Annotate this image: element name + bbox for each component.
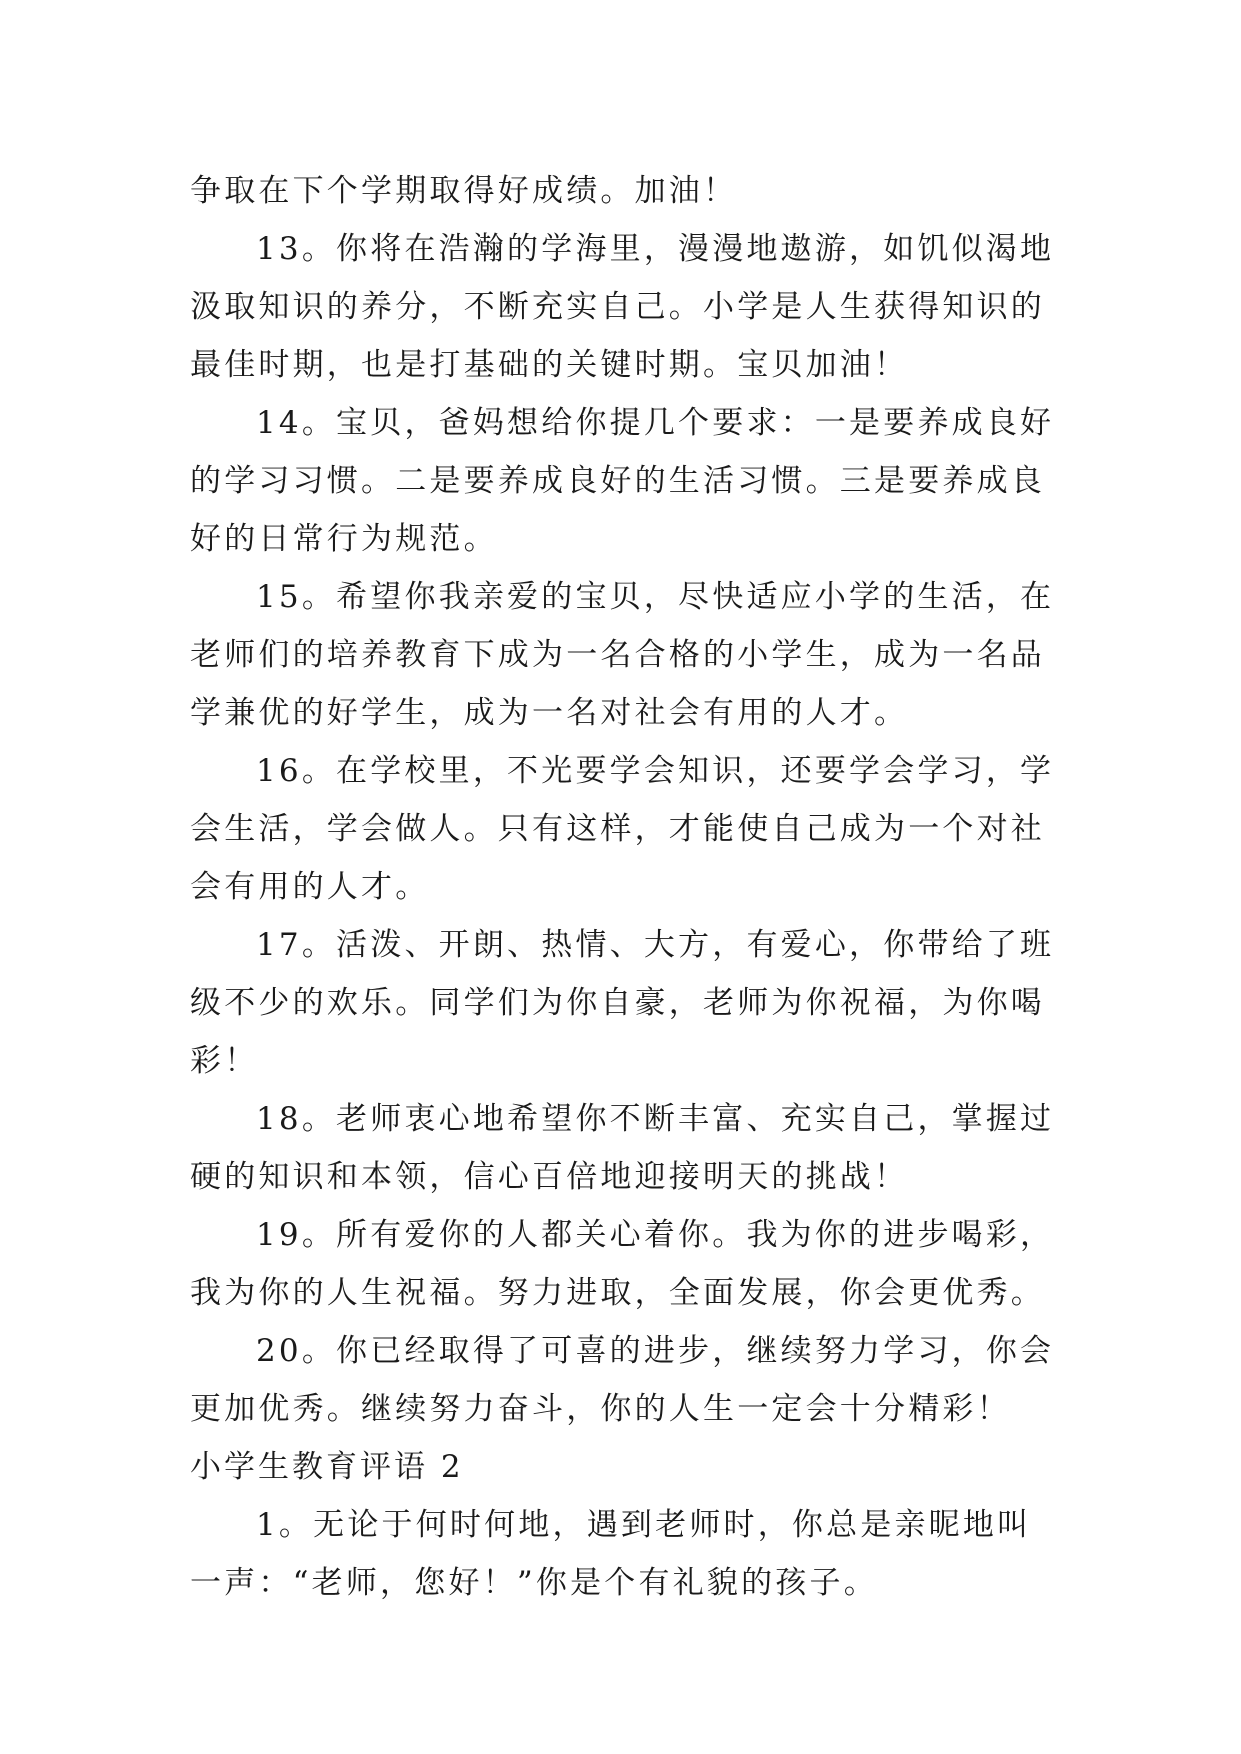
paragraph: 19。所有爱你的人都关心着你。我为你的进步喝彩，我为你的人生祝福。努力进取，全面发展，你会更优秀。 [190, 1217, 1055, 1311]
paragraph: 16。在学校里，不光要学会知识，还要学会学习，学会生活，学会做人。只有这样，才能使自己成为一个对社会有用的人才。 [190, 753, 1055, 905]
paragraph: 18。老师衷心地希望你不断丰富、充实自己，掌握过硬的知识和本领，信心百倍地迎接明天的挑战！ [190, 1101, 1055, 1195]
paragraph: 14。宝贝，爸妈想给你提几个要求：一是要养成良好的学习习惯。二是要养成良好的生活习惯。三是要养成良好的日常行为规范。 [190, 405, 1055, 557]
paragraph: 13。你将在浩瀚的学海里，漫漫地遨游，如饥似渴地汲取知识的养分，不断充实自己。小学是人生获得知识的最佳时期，也是打基础的关键时期。宝贝加油！ [190, 231, 1055, 383]
paragraph: 1。无论于何时何地，遇到老师时，你总是亲昵地叫一声：“老师，您好！”你是个有礼貌的孩子。 [190, 1507, 1032, 1601]
paragraph: 15。希望你我亲爱的宝贝，尽快适应小学的生活，在老师们的培养教育下成为一名合格的小学生，成为一名品学兼优的好学生，成为一名对社会有用的人才。 [190, 579, 1055, 731]
paragraph: 争取在下个学期取得好成绩。加油！ [190, 173, 738, 209]
document-body [190, 162, 1060, 1612]
paragraph: 20。你已经取得了可喜的进步，继续努力学习，你会更加优秀。继续努力奋斗，你的人生一定会十分精彩！ [190, 1333, 1055, 1427]
section-heading: 小学生教育评语 2 [190, 1449, 464, 1485]
paragraph: 17。活泼、开朗、热情、大方，有爱心，你带给了班级不少的欢乐。同学们为你自豪，老师为你祝福，为你喝彩！ [190, 927, 1055, 1079]
